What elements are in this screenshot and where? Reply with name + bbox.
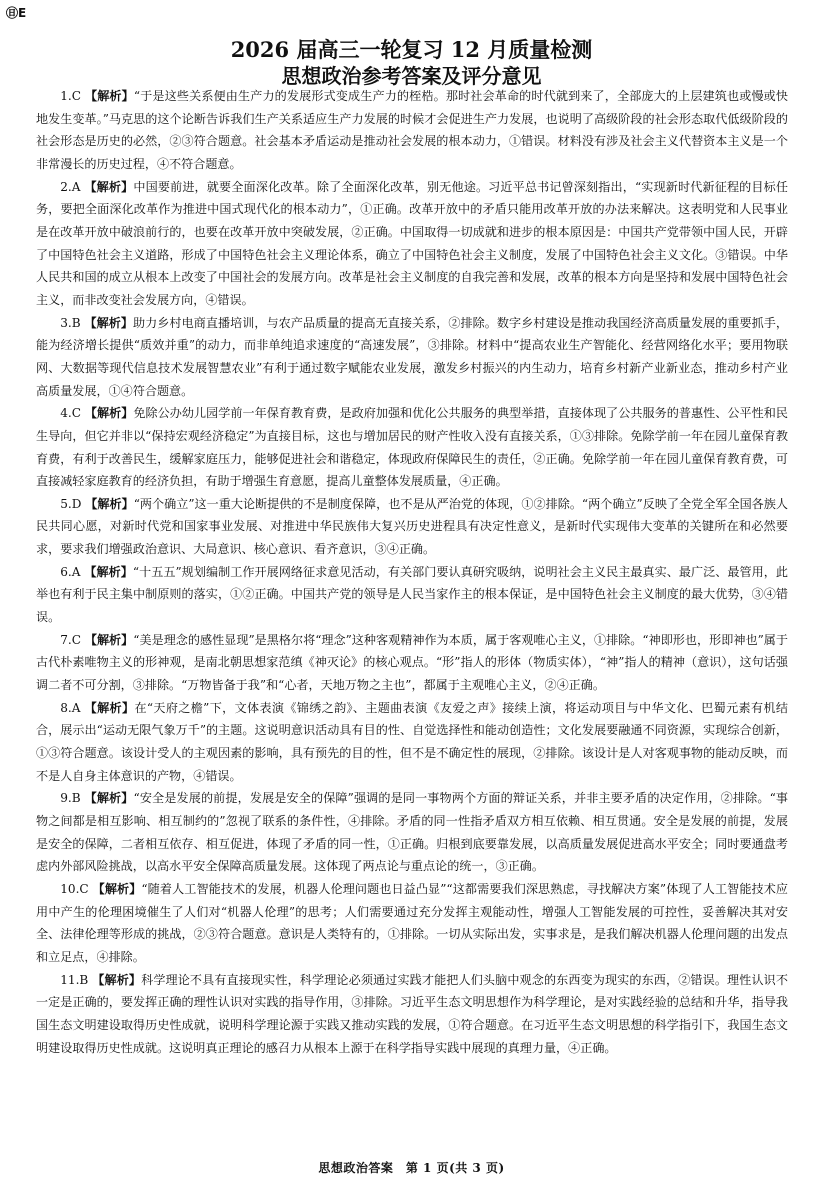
analysis-tag: 【解析】 bbox=[92, 881, 142, 896]
answer-item bbox=[36, 629, 788, 697]
analysis-tag: 【解析】 bbox=[85, 496, 134, 511]
page-footer: 思想政治答案 第 1 页(共 3 页) bbox=[318, 1161, 505, 1175]
answer-item bbox=[36, 402, 788, 493]
answer-label: 4.C bbox=[60, 406, 81, 421]
analysis-tag: 【解析】 bbox=[84, 406, 134, 421]
answer-label: 9.B bbox=[60, 791, 81, 806]
analysis-tag: 【解析】 bbox=[84, 315, 134, 330]
answer-item bbox=[36, 493, 788, 561]
answer-text: “于是这些关系便由生产力的发展形式变成生产力的桎梏。那时社会革命的时代就到来了，全部庞大的上层建筑也或慢或快地发生变革。”马克思的这个论断告诉我们生产关系适应生产力发展的时候才会促进生产力发展，也说明了高级阶段的社会形态取代低级阶段的社会形态是历史的必然，②③符合题意。社会基本矛盾运动是推动社会发展的根本动力，①错误。材料没有涉及社会主义代替资本主义是一个非常漫长的历史过程，④不符合题意。 bbox=[36, 89, 788, 171]
answer-label: 6.A bbox=[60, 564, 81, 579]
page-title: 2026 届高三一轮复习 12 月质量检测 bbox=[230, 37, 593, 62]
answer-label: 10.C bbox=[60, 881, 89, 896]
answer-item bbox=[36, 561, 788, 629]
page-subtitle: 思想政治参考答案及评分意见 bbox=[281, 64, 542, 88]
answer-label: 1.C bbox=[60, 89, 81, 103]
answer-text: “两个确立”这一重大论断提供的不是制度保障，也不是从严治党的体现，①②排除。“两个确立”反映了全党全军全国各族人民共同心愿，对新时代党和国家事业发展、对推进中华民族伟大复兴历史进程具有决定性意义，是新时代实现伟大变革的关键所在和必然要求，要求我们增强政治意识、大局意识、核心意识、看齐意识，③④正确。 bbox=[36, 496, 788, 557]
answer-item bbox=[36, 85, 788, 176]
answer-text: 免除公办幼儿园学前一年保育教育费，是政府加强和优化公共服务的典型举措，直接体现了公共服务的普惠性、公平性和民生导向，但它并非以“保持宏观经济稳定”为直接目标，这也与增加居民的财产性收入没有直接关系，①③排除。免除学前一年在园儿童保育教育费，有利于改善民生，缓解家庭压力，能够促进社会和谐稳定，体现政府保障民生的责任，②正确。免除学前一年在园儿童保育教育费，可直接减轻家庭教育的经济负担，有助于增强生育意愿，提高儿童整体发展质量，④正确。 bbox=[36, 406, 788, 489]
answer-item bbox=[36, 878, 788, 969]
analysis-tag: 【解析】 bbox=[84, 632, 134, 647]
analysis-tag: 【解析】 bbox=[92, 972, 142, 987]
answer-label: 2.A bbox=[60, 179, 81, 194]
answer-text: “安全是发展的前提，发展是安全的保障”强调的是同一事物两个方面的辩证关系，并非主要矛盾的决定作用，②排除。“事物之间都是相互影响、相互制约的”忽视了联系的条件性，④排除。矛盾的同一性指矛盾双方相互依赖、相互贯通。安全是发展的前提，发展是安全的保障，二者相互依存、相互促进，体现了矛盾的同一性，①正确。归根到底要靠发展，以高质量发展促进高水平安全；同时要通盘考虑内外部风险挑战，以高水平安全保障高质量发展。这体现了两点论与重点论的统一，③正确。 bbox=[36, 791, 788, 874]
answer-label: 11.B bbox=[60, 972, 89, 987]
answer-text: 在“天府之檐”下，文体表演《锦绣之韵》、主题曲表演《友爱之声》接续上演，将运动项目与中华文化、巴蜀元素有机结合，展示出“运动无限气象万千”的主题。这说明意识活动具有目的性、自觉选择性和能动创造性；文化发展要融通不同资源，实现综合创新，①③符合题意。该设计受人的主观因素的影响，具有预先的目的性，但不是不确定性的展现，②排除。该设计是人对客观事物的能动反映，而不是人自身主体意识的产物，④错误。 bbox=[36, 700, 788, 783]
answer-text: 助力乡村电商直播培训，与农产品质量的提高无直接关系，②排除。数字乡村建设是推动我国经济高质量发展的重要抓手，能为经济增长提供“质效并重”的动力，而非单纯追求速度的“高速发展”，③排除。材料中“提高农业生产智能化、经营网络化水平；要用物联网、大数据等现代信息技术发展智慧农业”有利于通过数字赋能农业发展，激发乡村振兴的内生动力，培育乡村新产业新业态，推动乡村产业高质量发展，①④符合题意。 bbox=[36, 315, 788, 398]
analysis-tag: 【解析】 bbox=[84, 700, 135, 715]
answer-item bbox=[36, 697, 788, 788]
analysis-tag: 【解析】 bbox=[84, 89, 134, 103]
answer-text: “美是理念的感性显现”是黑格尔将“理念”这种客观精神作为本质，属于客观唯心主义，①排除。“神即形也，形即神也”属于古代朴素唯物主义的形神观，是南北朝思想家范缜《神灭论》的核心观点。“形”指人的形体（物质实体），“神”指人的精神（意识），这句话强调二者不可分割，③排除。“万物皆备于我”和“心者，天地万物之主也”，都属于主观唯心主义，②④正确。 bbox=[36, 632, 788, 693]
corner-mark: ㊐E bbox=[6, 6, 27, 20]
answer-item bbox=[36, 787, 788, 878]
analysis-tag: 【解析】 bbox=[84, 179, 134, 194]
answer-label: 5.D bbox=[60, 496, 82, 511]
answer-text: 科学理论不具有直接现实性，科学理论必须通过实践才能把人们头脑中观念的东西变为现实的东西，②错误。理性认识不一定是正确的，要发挥正确的理性认识对实践的指导作用，③排除。习近平生态文明思想作为科学理论，是对实践经验的总结和升华，指导我国生态文明建设取得历史性成就，说明科学理论源于实践又推动实践的发展，①符合题意。在习近平生态文明思想的科学指引下，我国生态文明建设取得历史性成就。这说明真正理论的感召力从根本上源于在科学指导实践中展现的真理力量，④正确。 bbox=[36, 972, 788, 1055]
analysis-tag: 【解析】 bbox=[84, 791, 134, 806]
answer-list bbox=[36, 85, 788, 1059]
answer-label: 8.A bbox=[60, 700, 81, 715]
answer-item bbox=[36, 176, 788, 312]
answer-text: “十五五”规划编制工作开展网络征求意见活动，有关部门要认真研究吸纳，说明社会主义民主最真实、最广泛、最管用，此举也有利于民主集中制原则的落实，①②正确。中国共产党的领导是人民当家作主的根本保证，是中国特色社会主义制度的最大优势，③④错误。 bbox=[36, 564, 788, 625]
answer-item bbox=[36, 312, 788, 403]
answer-item bbox=[36, 969, 788, 1060]
answer-text: 中国要前进，就要全面深化改革。除了全面深化改革，别无他途。习近平总书记曾深刻指出，“实现新时代新征程的目标任务，要把全面深化改革作为推进中国式现代化的根本动力”，①正确。改革开放中的矛盾只能用改革开放的办法来解决。这表明党和人民事业是在改革开放中破浪前行的，也要在改革开放中突破发展，②正确。中国取得一切成就和进步的根本原因是：中国共产党带领中国人民，开辟了中国特色社会主义道路，形成了中国特色社会主义理论体系，确立了中国特色社会主义制度，发展了中国特色社会主义文化。③错误。中华人民共和国的成立从根本上改变了中国社会的发展方向。改革是社会主义制度的自我完善和发展，改革的根本方向是坚持和发展中国特色社会主义，而非改变社会发展方向，④错误。 bbox=[36, 179, 788, 307]
answer-text: “随着人工智能技术的发展，机器人伦理问题也日益凸显”“这都需要我们深思熟虑，寻找解决方案”体现了人工智能技术应用中产生的伦理困境催生了人们对“机器人伦理”的思考；人们需要通过充分发挥主观能动性，增强人工智能发展的可控性，妥善解决其对安全、法律伦理等形成的挑战，②③符合题意。意识是人类特有的，①排除。一切从实际出发，实事求是，是我们解决机器人伦理问题的出发点和立足点，④排除。 bbox=[36, 881, 788, 964]
answer-label: 7.C bbox=[60, 632, 81, 647]
answer-label: 3.B bbox=[60, 315, 81, 330]
analysis-tag: 【解析】 bbox=[84, 564, 133, 579]
